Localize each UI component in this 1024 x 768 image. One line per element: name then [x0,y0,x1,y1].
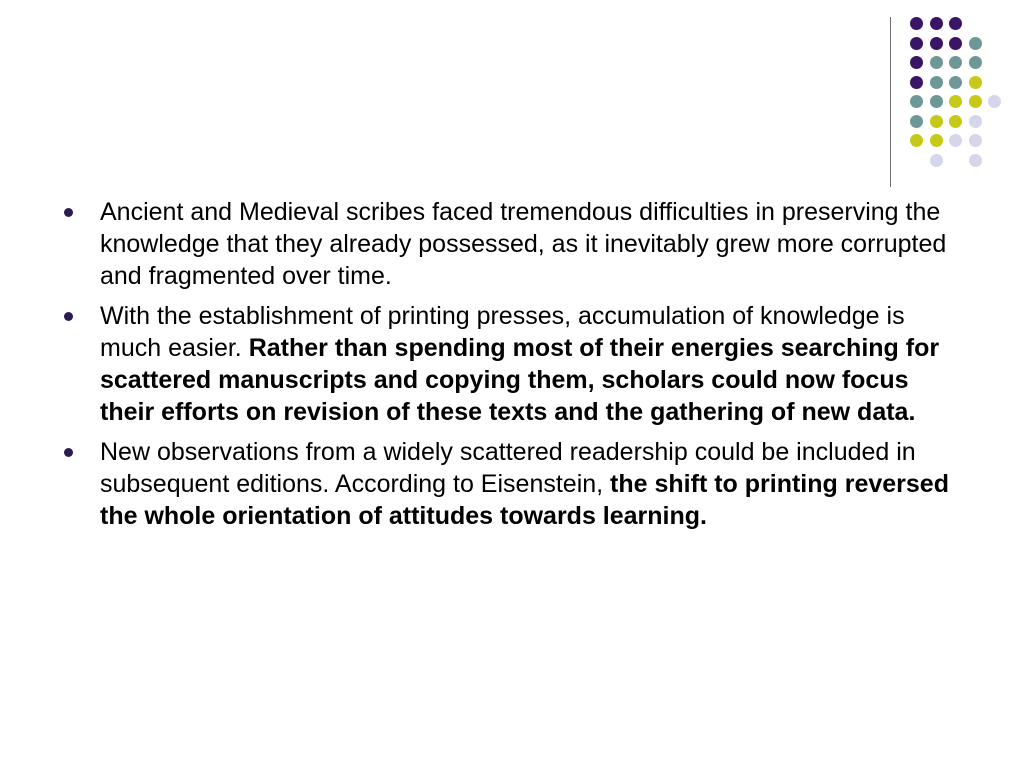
decorative-dot [930,154,943,167]
decorative-dot [930,56,943,69]
decorative-dot [969,115,982,128]
decorative-dot [969,56,982,69]
decorative-dot-grid [0,0,1024,200]
vertical-divider-line [890,17,891,187]
decorative-dot [949,17,962,30]
decorative-dot [930,37,943,50]
bullet-text: Ancient and Medieval scribes faced tremendous difficulties in preserving the knowledge that they already possessed, as it inevitably grew more corrupted and fragmented over time. [100,198,947,290]
decorative-dot [949,56,962,69]
bullet-dot-icon [64,312,73,321]
decorative-dot [949,76,962,89]
decorative-dot [969,76,982,89]
bullet-dot-icon [64,208,73,217]
bullet-emphasis-text: Rather than spending most of their energies searching for scattered manuscripts and copying them, scholars could now focus their efforts on revision of these texts and the gathering of new data. [100,334,940,426]
decorative-dot [988,95,1001,108]
bullet-text: New observations from a widely scattered readership could be included in subsequent editions. According to Eisenstein, [100,438,916,498]
bullet-emphasis-text: the shift to printing reversed the whole orientation of attitudes towards learning. [100,470,949,530]
decorative-dot [930,134,943,147]
decorative-dot [969,154,982,167]
decorative-dot [910,95,923,108]
bullet-dot-icon [64,448,73,457]
bullet-list [58,196,968,532]
decorative-dot [910,17,923,30]
decorative-dot [930,95,943,108]
slide-content [58,196,968,540]
decorative-dot [969,37,982,50]
decorative-dot [910,56,923,69]
decorative-dot [930,17,943,30]
decorative-dot [949,37,962,50]
decorative-dot [930,115,943,128]
decorative-dot [949,95,962,108]
decorative-dot [969,95,982,108]
bullet-item-3 [58,436,968,532]
bullet-item-2 [58,300,968,428]
decorative-dot [949,134,962,147]
decorative-dot [910,134,923,147]
bullet-item-1 [58,196,968,292]
decorative-dot [949,115,962,128]
decorative-dot [910,115,923,128]
bullet-text: With the establishment of printing presses, accumulation of knowledge is much easier. [100,302,905,362]
decorative-dot [910,76,923,89]
decorative-dot [969,134,982,147]
decorative-dot [910,37,923,50]
decorative-dot [930,76,943,89]
